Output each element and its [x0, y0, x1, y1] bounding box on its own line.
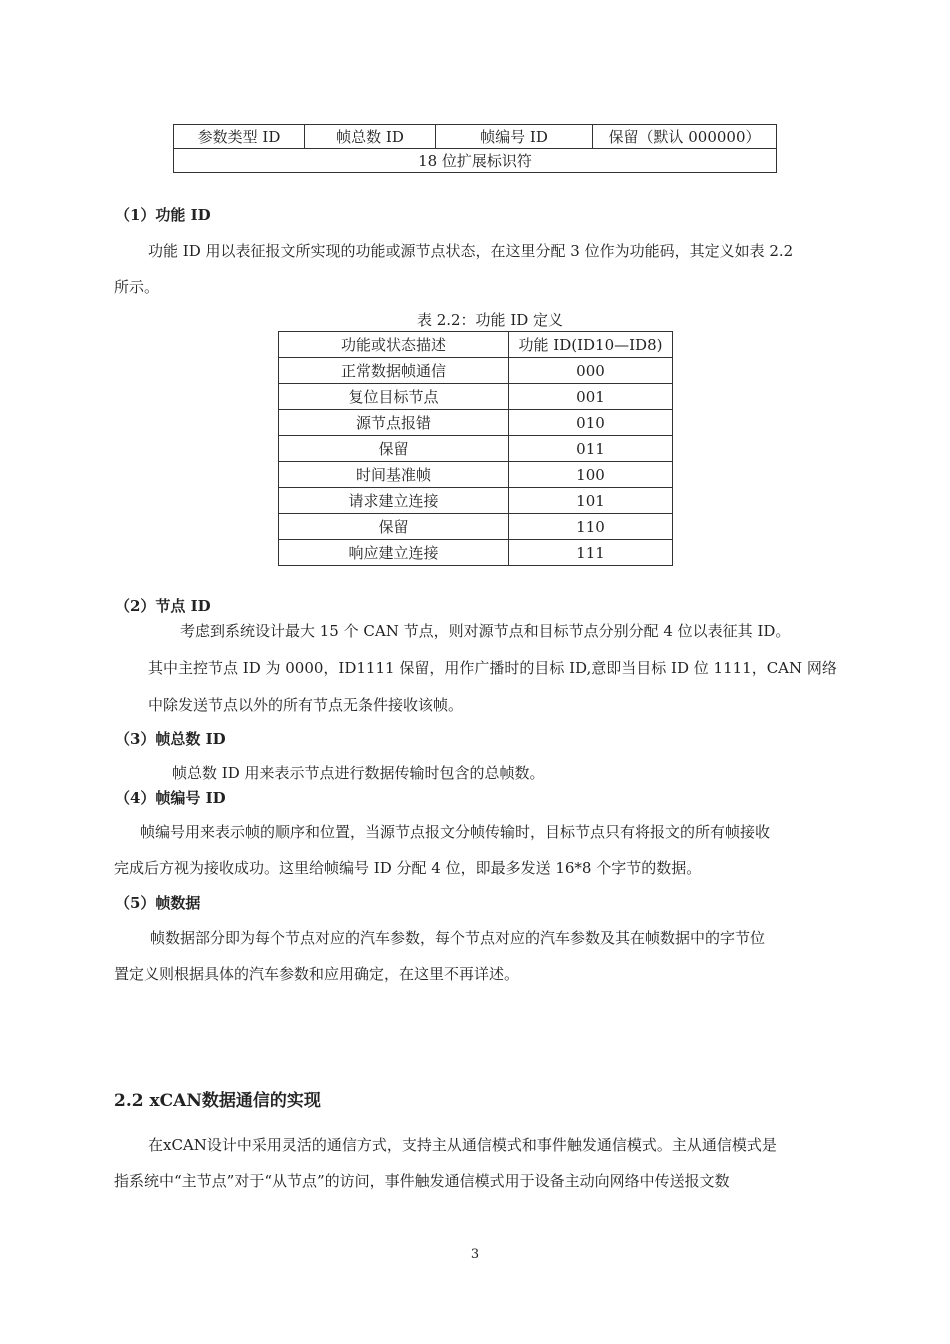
- page-number: 3: [470, 1247, 480, 1262]
- function-id-table: [278, 331, 673, 566]
- table-cell: 100: [509, 462, 673, 488]
- table-row: [279, 332, 673, 358]
- table-cell: 功能 ID(ID10—ID8): [509, 332, 673, 358]
- paragraph: 所示。: [114, 278, 160, 296]
- paragraph: 功能 ID 用以表征报文所实现的功能或源节点状态，在这里分配 3 位作为功能码，其定义如表 2.2: [148, 242, 794, 260]
- table-cell: 复位目标节点: [279, 384, 509, 410]
- table-row: [174, 125, 777, 149]
- table-row: [279, 358, 673, 384]
- table-cell: 101: [509, 488, 673, 514]
- table-cell: 010: [509, 410, 673, 436]
- table-cell: 011: [509, 436, 673, 462]
- table-cell: 18 位扩展标识符: [174, 149, 777, 173]
- table-row: [279, 410, 673, 436]
- table-row: [174, 149, 777, 173]
- table-caption: 表 2.2：功能 ID 定义: [416, 311, 564, 329]
- table-row: [279, 462, 673, 488]
- section-heading: （5）帧数据: [115, 894, 201, 912]
- table-cell: 保留: [279, 514, 509, 540]
- paragraph: 考虑到系统设计最大 15 个 CAN 节点，则对源节点和目标节点分别分配 4 位以表征其 ID。: [180, 622, 791, 640]
- paragraph: 置定义则根据具体的汽车参数和应用确定，在这里不再详述。: [114, 965, 520, 983]
- table-cell: 参数类型 ID: [174, 125, 305, 149]
- paragraph: 指系统中“主节点”对于“从节点”的访问，事件触发通信模式用于设备主动向网络中传送报文数: [114, 1172, 730, 1190]
- section-heading: （2）节点 ID: [115, 597, 211, 615]
- id-bitfield-table: [173, 124, 777, 173]
- paragraph: 帧总数 ID 用来表示节点进行数据传输时包含的总帧数。: [172, 764, 545, 782]
- table-cell: 时间基准帧: [279, 462, 509, 488]
- table-row: [279, 436, 673, 462]
- section-heading: （4）帧编号 ID: [115, 789, 226, 807]
- table-cell: 请求建立连接: [279, 488, 509, 514]
- paragraph: 帧数据部分即为每个节点对应的汽车参数，每个节点对应的汽车参数及其在帧数据中的字节位: [150, 929, 766, 947]
- table-cell: 000: [509, 358, 673, 384]
- table-cell: 111: [509, 540, 673, 566]
- table-cell: 功能或状态描述: [279, 332, 509, 358]
- table-row: [279, 540, 673, 566]
- paragraph: 中除发送节点以外的所有节点无条件接收该帧。: [148, 696, 464, 714]
- table-cell: 正常数据帧通信: [279, 358, 509, 384]
- table-row: [279, 488, 673, 514]
- table-row: [279, 384, 673, 410]
- table-cell: 响应建立连接: [279, 540, 509, 566]
- table-cell: 帧总数 ID: [305, 125, 436, 149]
- paragraph: 完成后方视为接收成功。这里给帧编号 ID 分配 4 位，即最多发送 16*8 个字节的数据。: [114, 859, 702, 877]
- paragraph: 在xCAN设计中采用灵活的通信方式，支持主从通信模式和事件触发通信模式。主从通信模式是: [148, 1136, 777, 1154]
- table-cell: 保留: [279, 436, 509, 462]
- section-heading: （1）功能 ID: [115, 206, 211, 224]
- table-cell: 源节点报错: [279, 410, 509, 436]
- table-cell: 保留（默认 000000）: [593, 125, 777, 149]
- table-row: [279, 514, 673, 540]
- paragraph: 帧编号用来表示帧的顺序和位置，当源节点报文分帧传输时，目标节点只有将报文的所有帧接收: [140, 823, 771, 841]
- table-cell: 001: [509, 384, 673, 410]
- paragraph: 其中主控节点 ID 为 0000，ID1111 保留，用作广播时的目标 ID,意即当目标 ID 位 1111，CAN 网络: [148, 659, 837, 677]
- table-cell: 110: [509, 514, 673, 540]
- table-cell: 帧编号 ID: [436, 125, 593, 149]
- section-heading: （3）帧总数 ID: [115, 730, 226, 748]
- section-title: 2.2 xCAN数据通信的实现: [114, 1091, 321, 1111]
